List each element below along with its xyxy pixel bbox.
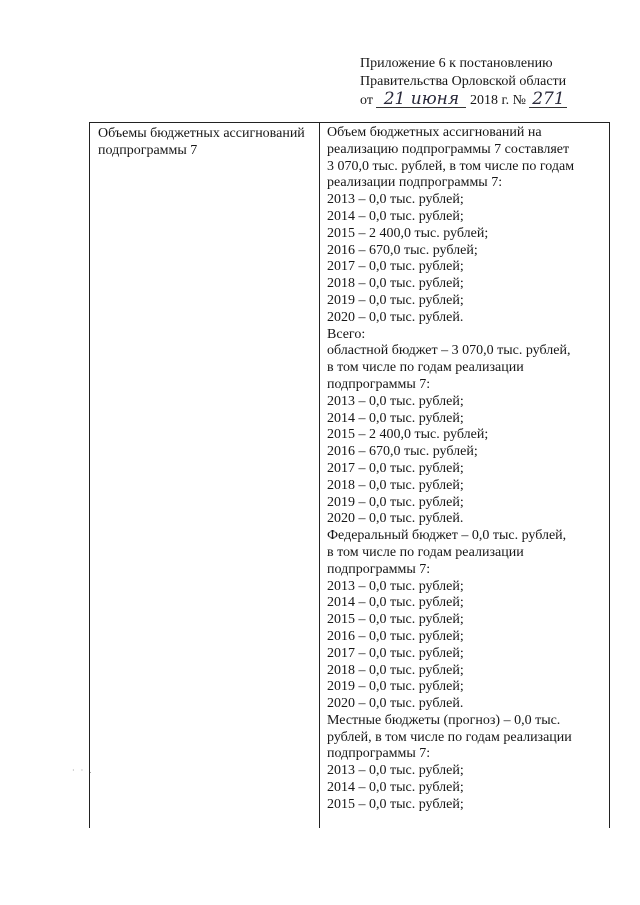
header-line-2: Правительства Орловской области bbox=[360, 74, 567, 89]
table-text-line: 2013 – 0,0 тыс. рублей; bbox=[327, 192, 464, 208]
table-text-line: 2019 – 0,0 тыс. рублей; bbox=[327, 679, 464, 695]
table-text-line: 2015 – 0,0 тыс. рублей; bbox=[327, 612, 464, 628]
table-text-line: 2017 – 0,0 тыс. рублей; bbox=[327, 259, 464, 275]
table-text-line: 2015 – 2 400,0 тыс. рублей; bbox=[327, 225, 489, 241]
table-text-line: 2014 – 0,0 тыс. рублей; bbox=[327, 595, 464, 611]
header-year: 2018 г. № bbox=[469, 93, 526, 108]
table-text-line: 2017 – 0,0 тыс. рублей; bbox=[327, 460, 464, 476]
table-text-line: 2013 – 0,0 тыс. рублей; bbox=[327, 763, 464, 779]
table-text-line: 2018 – 0,0 тыс. рублей; bbox=[327, 477, 464, 493]
table-text-line: 2018 – 0,0 тыс. рублей; bbox=[327, 276, 464, 292]
table-text-line: реализации подпрограммы 7: bbox=[327, 175, 503, 191]
table-text-line: 2019 – 0,0 тыс. рублей; bbox=[327, 494, 464, 510]
table-text-line: подпрограммы 7: bbox=[327, 746, 431, 762]
table-text-line: в том числе по годам реализации bbox=[327, 544, 524, 560]
table-text-line: 2014 – 0,0 тыс. рублей; bbox=[327, 780, 464, 796]
table-text-line: подпрограммы 7: bbox=[327, 561, 431, 577]
handwritten-number: 271 bbox=[529, 91, 567, 108]
header-line-1: Приложение 6 к постановлению bbox=[360, 56, 553, 71]
table-text-line: 2015 – 0,0 тыс. рублей; bbox=[327, 796, 464, 812]
table-text-line: 2020 – 0,0 тыс. рублей. bbox=[327, 309, 464, 325]
table-text-line: Местные бюджеты (прогноз) – 0,0 тыс. bbox=[327, 712, 561, 728]
table-text-line: 2016 – 670,0 тыс. рублей; bbox=[327, 444, 478, 460]
handwritten-date: 21 июня bbox=[376, 91, 466, 108]
header-line-3 bbox=[360, 91, 610, 110]
table-text-line: 2016 – 0,0 тыс. рублей; bbox=[327, 628, 464, 644]
table-text-line: 2016 – 670,0 тыс. рублей; bbox=[327, 242, 478, 258]
table-text-line: Федеральный бюджет – 0,0 тыс. рублей, bbox=[327, 528, 567, 544]
scan-specks: · · . bbox=[72, 766, 94, 775]
table-text-line: 2015 – 2 400,0 тыс. рублей; bbox=[327, 427, 489, 443]
table-text-line: 2013 – 0,0 тыс. рублей; bbox=[327, 393, 464, 409]
table-text-line: реализацию подпрограммы 7 составляет bbox=[327, 141, 570, 157]
header-ot: от bbox=[360, 93, 373, 108]
table-right-cell bbox=[327, 125, 607, 814]
table-text-line: 2019 – 0,0 тыс. рублей; bbox=[327, 292, 464, 308]
table-text-line: 2020 – 0,0 тыс. рублей. bbox=[327, 511, 464, 527]
table-text-line: 2018 – 0,0 тыс. рублей; bbox=[327, 662, 464, 678]
table-left-cell: Объемы бюджетных ассигнований подпрограммы 7 bbox=[98, 126, 305, 158]
table-text-line: 2017 – 0,0 тыс. рублей; bbox=[327, 645, 464, 661]
table-text-line: 2014 – 0,0 тыс. рублей; bbox=[327, 208, 464, 224]
table-text-line: Всего: bbox=[327, 326, 366, 342]
table-text-line: рублей, в том числе по годам реализации bbox=[327, 729, 572, 745]
table-text-line: 2013 – 0,0 тыс. рублей; bbox=[327, 578, 464, 594]
table-text-line: в том числе по годам реализации bbox=[327, 360, 524, 376]
budget-table bbox=[89, 122, 610, 828]
table-text-line: подпрограммы 7: bbox=[327, 376, 431, 392]
document-header bbox=[360, 55, 610, 110]
table-text-line: 2014 – 0,0 тыс. рублей; bbox=[327, 410, 464, 426]
table-text-line: 2020 – 0,0 тыс. рублей. bbox=[327, 696, 464, 712]
table-text-line: Объем бюджетных ассигнований на bbox=[327, 125, 542, 140]
column-divider bbox=[319, 123, 320, 828]
table-text-line: областной бюджет – 3 070,0 тыс. рублей, bbox=[327, 343, 571, 359]
table-text-line: 3 070,0 тыс. рублей, в том числе по годам bbox=[327, 158, 575, 174]
